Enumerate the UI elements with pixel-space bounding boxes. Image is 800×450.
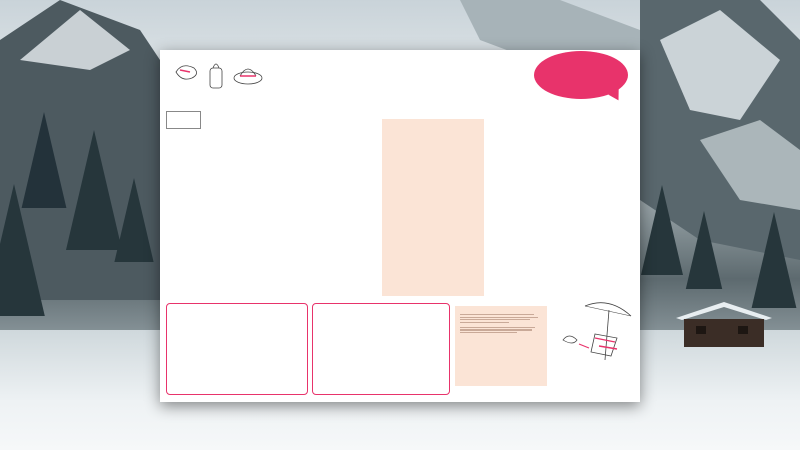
pine-tree (752, 212, 797, 308)
promo-text-line (460, 329, 532, 330)
promo-text-line (460, 319, 530, 320)
pine-tree (0, 184, 45, 316)
pine-tree (686, 211, 722, 289)
schedule-grid (166, 110, 611, 296)
page-title (274, 60, 534, 104)
month-header (229, 100, 611, 110)
promo-text-line (460, 317, 538, 318)
promo-text-line (460, 327, 535, 328)
promo-text-line (460, 322, 509, 323)
hrm-promo-box (455, 306, 547, 386)
cabin (676, 302, 772, 348)
pine-tree (114, 178, 153, 262)
promo-text-line (460, 314, 534, 315)
vacation-doodles (170, 54, 270, 98)
promo-text-line (460, 332, 517, 333)
rules-panel-left (166, 303, 308, 395)
pine-tree (641, 185, 683, 275)
beach-chair-illustration (555, 300, 637, 368)
rules-panel-middle (312, 303, 450, 395)
